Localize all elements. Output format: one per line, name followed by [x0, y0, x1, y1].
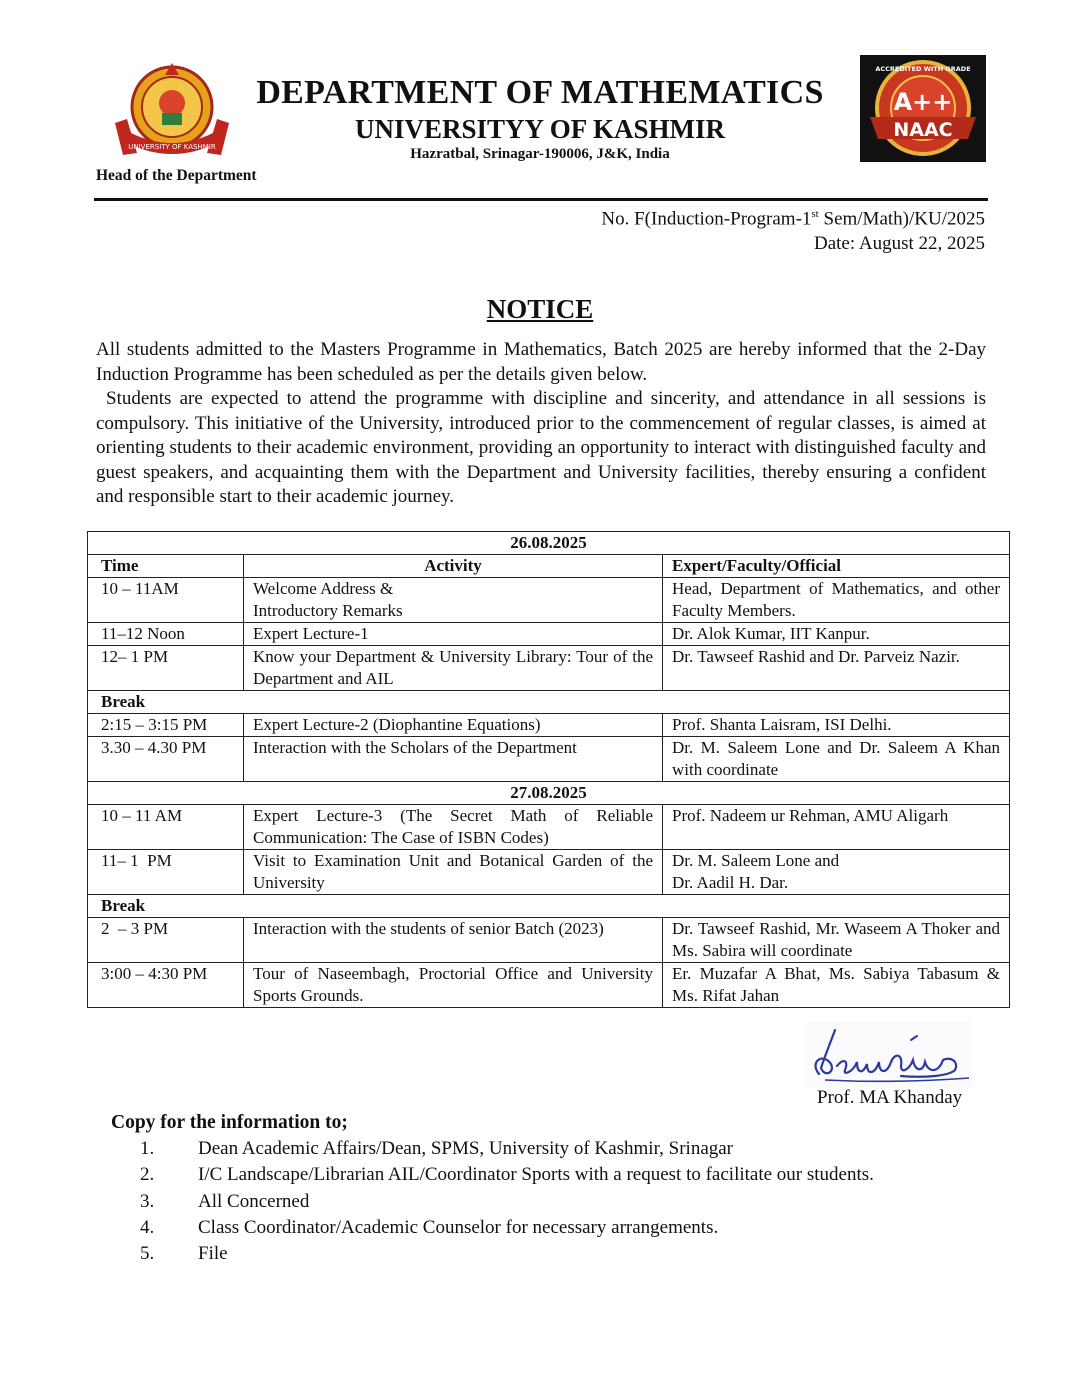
- header-activity: Activity: [244, 555, 663, 578]
- badge-naac: NAAC: [893, 119, 953, 141]
- university-title: UNIVERSITYY OF KASHMIR: [354, 114, 726, 144]
- list-item: 1. Dean Academic Affairs/Dean, SPMS, University of Kashmir, Srinagar: [140, 1138, 734, 1159]
- activity-cell: Expert Lecture-2 (Diophantine Equations): [244, 714, 663, 737]
- activity-cell: Expert Lecture-1: [244, 623, 663, 646]
- time-cell: 12– 1 PM: [88, 646, 244, 691]
- department-title: DEPARTMENT OF MATHEMATICS: [256, 74, 824, 111]
- list-item: 4. Class Coordinator/Academic Counselor for necessary arrangements.: [140, 1216, 719, 1238]
- header-expert: Expert/Faculty/Official: [663, 555, 1010, 578]
- copy-to-list: [140, 1136, 874, 1267]
- header-time: Time: [88, 555, 244, 578]
- time-cell: 2:15 – 3:15 PM: [88, 714, 244, 737]
- expert-cell: Prof. Shanta Laisram, ISI Delhi.: [663, 714, 1010, 737]
- break-label: Break: [88, 895, 1010, 918]
- activity-cell: Tour of Naseembagh, Proctorial Office and University Sports Grounds.: [244, 963, 663, 1008]
- break-row: [88, 895, 1010, 918]
- handwritten-signature: [805, 1022, 973, 1088]
- expert-cell: Head, Department of Mathematics, and other Faculty Members.: [663, 578, 1010, 623]
- day-row: [88, 782, 1010, 805]
- time-cell: 10 – 11 AM: [88, 805, 244, 850]
- expert-cell: Dr. M. Saleem Lone and Dr. Aadil H. Dar.: [663, 850, 1010, 895]
- time-cell: 3:00 – 4:30 PM: [88, 963, 244, 1008]
- naac-grade-badge: [860, 55, 986, 162]
- signatory-name: Prof. MA Khanday: [817, 1087, 963, 1108]
- time-cell: 11– 1 PM: [88, 850, 244, 895]
- header-divider: [94, 198, 988, 201]
- badge-top-text: ACCREDITED WITH GRADE: [875, 65, 971, 73]
- expert-cell: Dr. Alok Kumar, IIT Kanpur.: [663, 623, 1010, 646]
- activity-cell: Interaction with the students of senior Batch (2023): [244, 918, 663, 963]
- activity-cell: Expert Lecture-3 (The Secret Math of Reliable Communication: The Case of ISBN Codes): [244, 805, 663, 850]
- table-row: [88, 714, 1010, 737]
- emblem-text: UNIVERSITY OF KASHMIR: [128, 143, 216, 151]
- time-cell: 2 – 3 PM: [88, 918, 244, 963]
- reference-number: No. F(Induction-Program-1st Sem/Math)/KU/2025: [601, 208, 985, 230]
- table-row: [88, 918, 1010, 963]
- day-row: [88, 532, 1010, 555]
- head-of-department-label: Head of the Department: [96, 167, 257, 184]
- break-row: [88, 691, 1010, 714]
- university-address: Hazratbal, Srinagar-190006, J&K, India: [410, 146, 670, 162]
- activity-cell: Interaction with the Scholars of the Department: [244, 737, 663, 782]
- table-row: [88, 578, 1010, 623]
- induction-schedule-table: [87, 531, 1010, 1008]
- list-item: 2. I/C Landscape/Librarian AIL/Coordinator Sports with a request to facilitate our students.: [140, 1164, 874, 1186]
- day1-date: 26.08.2025: [88, 532, 1010, 555]
- expert-cell: Dr. M. Saleem Lone and Dr. Saleem A Khan with coordinate: [663, 737, 1010, 782]
- expert-cell: Dr. Tawseef Rashid, Mr. Waseem A Thoker and Ms. Sabira will coordinate: [663, 918, 1010, 963]
- table-header-row: [88, 555, 1010, 578]
- table-row: [88, 963, 1010, 1008]
- table-row: [88, 737, 1010, 782]
- table-row: [88, 805, 1010, 850]
- list-item: 5. File: [140, 1243, 228, 1265]
- badge-grade: A++: [893, 88, 953, 116]
- notice-title: NOTICE: [486, 294, 594, 324]
- notice-paragraph-2: Students are expected to attend the programme with discipline and sincerity, and attendance in all sessions is compulsory. This initiative of the University, introduced prior to the commencement of regular classes, is aimed at orienting students to their academic environment, providing an opportunity to interact with distinguished faculty and guest speakers, and acquainting them with the Department and University facilities, thereby ensuring a confident and responsible start to their academic journey.: [96, 388, 986, 507]
- time-cell: 11–12 Noon: [88, 623, 244, 646]
- notice-date: Date: August 22, 2025: [814, 233, 985, 255]
- activity-cell: Know your Department & University Library: Tour of the Department and AIL: [244, 646, 663, 691]
- table-row: [88, 623, 1010, 646]
- expert-cell: Dr. Tawseef Rashid and Dr. Parveiz Nazir.: [663, 646, 1010, 691]
- activity-cell: Visit to Examination Unit and Botanical Garden of the University: [244, 850, 663, 895]
- day2-date: 27.08.2025: [88, 782, 1010, 805]
- list-item: 3. All Concerned: [140, 1190, 310, 1212]
- time-cell: 10 – 11AM: [88, 578, 244, 623]
- notice-paragraph-1: All students admitted to the Masters Programme in Mathematics, Batch 2025 are hereby informed that the 2-Day Induction Programme has been scheduled as per the details given below.: [96, 339, 986, 385]
- break-label: Break: [88, 691, 1010, 714]
- time-cell: 3.30 – 4.30 PM: [88, 737, 244, 782]
- table-row: [88, 850, 1010, 895]
- activity-cell: Welcome Address & Introductory Remarks: [244, 578, 663, 623]
- expert-cell: Er. Muzafar A Bhat, Ms. Sabiya Tabasum & Ms. Rifat Jahan: [663, 963, 1010, 1008]
- table-row: [88, 646, 1010, 691]
- copy-to-heading: Copy for the information to;: [111, 1112, 348, 1133]
- expert-cell: Prof. Nadeem ur Rehman, AMU Aligarh: [663, 805, 1010, 850]
- reference-block: [601, 202, 985, 256]
